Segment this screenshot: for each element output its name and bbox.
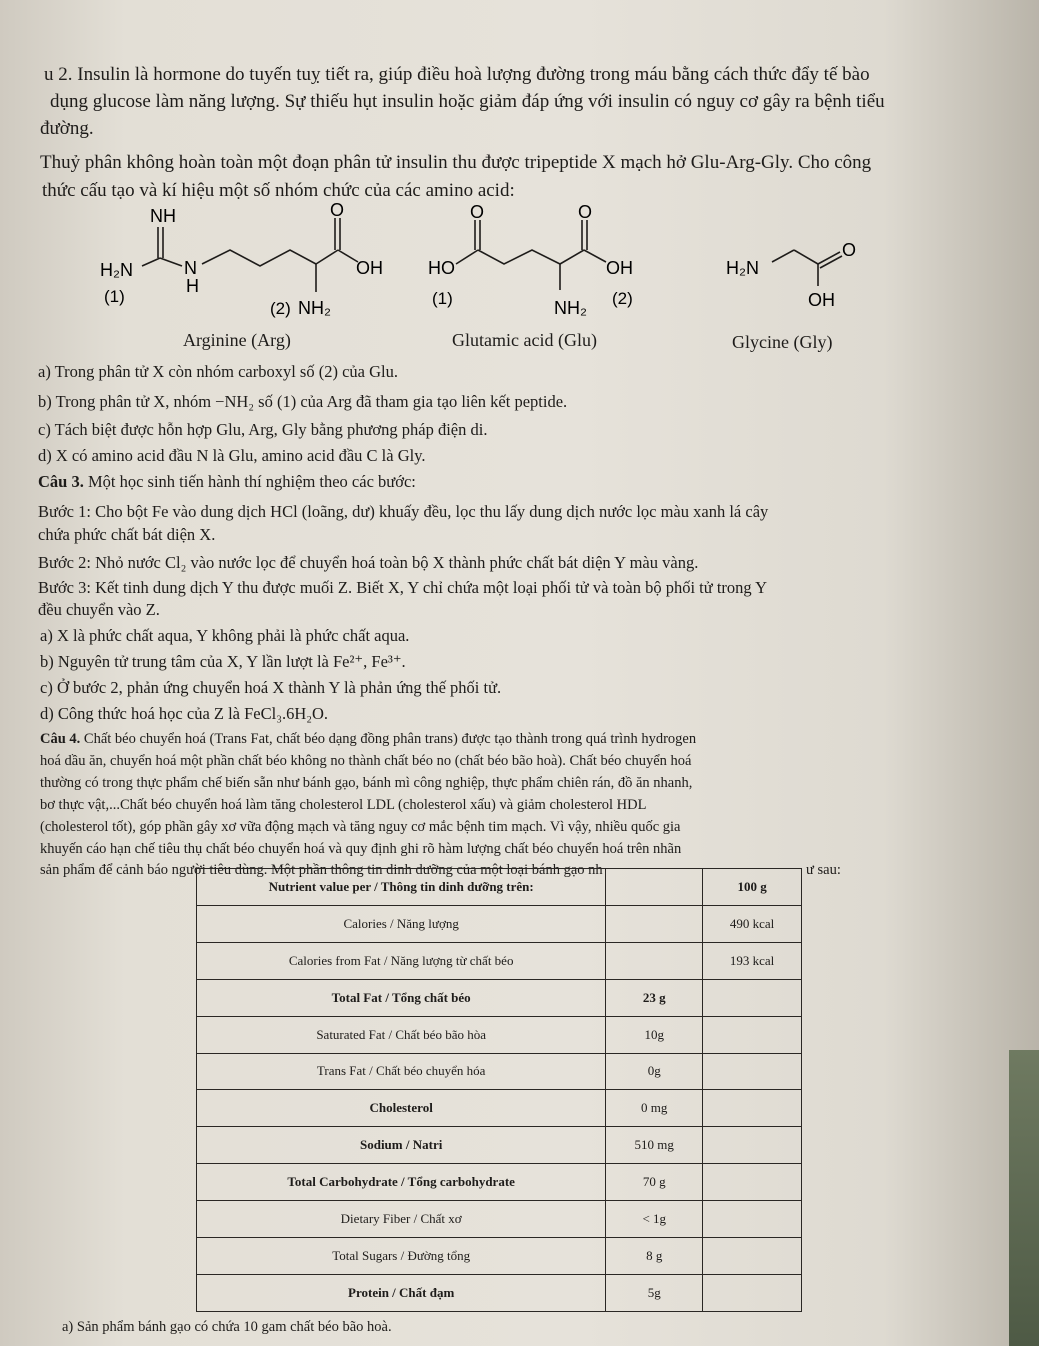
q4-line-7: sản phẩm để cảnh báo người tiêu dùng. Một phần thông tin dinh dưỡng của một loại bánh gạo nh — [40, 862, 603, 878]
arg-h2n-label: H₂N — [100, 260, 133, 280]
q3-step3-line1: Bước 3: Kết tinh dung dịch Y thu được muối Z. Biết X, Y chỉ chứa một loại phối tử và toàn bộ phối tử trong Y — [38, 578, 768, 597]
intro-line-3: đường. — [40, 118, 94, 139]
glu-ho-label: HO — [428, 258, 455, 278]
nutrition-header-value: 100 g — [703, 869, 802, 906]
nutrient-amount: 23 g — [606, 979, 703, 1016]
q3-statement-b: b) Nguyên tử trung tâm của X, Y lần lượt là Fe²⁺, Fe³⁺. — [40, 652, 406, 671]
gly-o-label: O — [842, 240, 857, 260]
q4-line-1-text: Chất béo chuyển hoá (Trans Fat, chất béo dạng đồng phân trans) được tạo thành trong quá trình hydrogen — [80, 731, 697, 747]
intro-line-2: dụng glucose làm năng lượng. Sự thiếu hụt insulin hoặc giảm đáp ứng với insulin có nguy cơ gây ra bệnh tiểu — [50, 91, 885, 112]
nutrient-amount: 10g — [606, 1016, 703, 1053]
nutrient-name: Protein / Chất đạm — [197, 1274, 606, 1311]
q4-line-2: hoá dầu ăn, chuyển hoá một phần chất béo không no thành chất béo no (chất béo bão hoà). Chất béo chuyển hoá — [40, 753, 692, 769]
q3-statement-a: a) X là phức chất aqua, Y không phải là phức chất aqua. — [40, 626, 410, 645]
arg-o-label: O — [330, 200, 345, 220]
nutrient-energy — [703, 1201, 802, 1238]
arg-n-label: N — [184, 258, 197, 278]
nutrient-energy — [703, 1016, 802, 1053]
glu-o2-label: O — [578, 202, 593, 222]
arg-label-2: (2) — [270, 299, 291, 318]
glutamic-acid-caption: Glutamic acid (Glu) — [452, 330, 597, 350]
nutrient-amount — [606, 942, 703, 979]
nutrient-amount: < 1g — [606, 1201, 703, 1238]
glu-oh-label: OH — [606, 258, 633, 278]
nutrient-name: Trans Fat / Chất béo chuyển hóa — [197, 1053, 606, 1090]
q4-line-6: khuyến cáo hạn chế tiêu thụ chất béo chuyển hoá và quy định ghi rõ hàm lượng chất béo chuyển hoá trên nhãn — [40, 841, 682, 857]
q3-statement-c: c) Ở bước 2, phản ứng chuyển hoá X thành Y là phản ứng thế phối tử. — [40, 678, 502, 697]
q3-title: Câu 3. — [38, 472, 84, 491]
arginine-caption: Arginine (Arg) — [183, 330, 291, 350]
q4-line-5: (cholesterol tốt), góp phần gây xơ vữa động mạch và tăng nguy cơ mắc bệnh tim mạch. Vì vậy, nhiều quốc gia — [40, 819, 681, 835]
glutamic-acid-structure — [420, 200, 660, 320]
q4-statement-a: a) Sản phẩm bánh gạo có chứa 10 gam chất béo bão hoà. — [62, 1319, 392, 1335]
nutrient-name: Calories / Năng lượng — [197, 905, 606, 942]
glycine-structure — [722, 226, 872, 316]
nutrient-name: Dietary Fiber / Chất xơ — [197, 1201, 606, 1238]
nutrient-energy — [703, 1164, 802, 1201]
nutrient-energy — [703, 979, 802, 1016]
table-row — [197, 905, 802, 942]
nutrition-header-row — [197, 869, 802, 906]
nutrient-amount — [606, 905, 703, 942]
arg-nh-label: NH — [150, 206, 176, 226]
q3-statement-d: d) Công thức hoá học của Z là FeCl₃.6H₂O. — [40, 704, 329, 723]
table-row — [197, 1016, 802, 1053]
glu-label-1: (1) — [432, 289, 453, 308]
q4-line-4: bơ thực vật,...Chất béo chuyển hoá làm tăng cholesterol LDL (cholesterol xấu) và giảm cholesterol HDL — [40, 797, 647, 813]
nutrient-amount: 8 g — [606, 1238, 703, 1275]
q2-statement-a: a) Trong phân tử X còn nhóm carboxyl số (2) của Glu. — [38, 362, 398, 381]
glu-nh2-label: NH₂ — [554, 298, 587, 318]
q3-heading — [38, 472, 416, 492]
table-row — [197, 942, 802, 979]
gly-h2n-label: H₂N — [726, 258, 759, 278]
intro-line-1: u 2. Insulin là hormone do tuyến tuỵ tiết ra, giúp điều hoà lượng đường trong máu bằng cách thức đẩy tế bào — [44, 64, 870, 85]
q4-title: Câu 4. — [40, 731, 81, 747]
q2-statement-b: b) Trong phân tử X, nhóm −NH₂ số (1) của Arg đã tham gia tạo liên kết peptide. — [38, 392, 568, 411]
arginine-structure — [90, 200, 420, 320]
gly-oh-label: OH — [808, 290, 835, 310]
nutrient-name: Cholesterol — [197, 1090, 606, 1127]
table-row — [197, 1201, 802, 1238]
q4-line-1 — [40, 730, 696, 748]
q3-step1-line2: chứa phức chất bát diện X. — [38, 525, 216, 544]
nutrition-header-empty — [606, 869, 703, 906]
arg-label-1: (1) — [104, 287, 125, 306]
q2-statement-c: c) Tách biệt được hỗn hợp Glu, Arg, Gly bằng phương pháp điện di. — [38, 420, 488, 439]
nutrient-energy: 193 kcal — [703, 942, 802, 979]
nutrient-amount: 70 g — [606, 1164, 703, 1201]
nutrient-energy — [703, 1127, 802, 1164]
nutrient-energy — [703, 1274, 802, 1311]
arg-nh2-label: NH₂ — [298, 298, 331, 318]
intro-line-4: Thuỷ phân không hoàn toàn một đoạn phân tử insulin thu được tripeptide X mạch hở Glu-Arg-Gly. Cho công — [40, 152, 872, 173]
table-row — [197, 1274, 802, 1311]
nutrient-name: Saturated Fat / Chất béo bão hòa — [197, 1016, 606, 1053]
table-row — [197, 979, 802, 1016]
table-row — [197, 1164, 802, 1201]
nutrient-energy — [703, 1053, 802, 1090]
nutrient-name: Sodium / Natri — [197, 1127, 606, 1164]
nutrient-amount: 5g — [606, 1274, 703, 1311]
table-row — [197, 1090, 802, 1127]
nutrient-energy — [703, 1090, 802, 1127]
q3-title-rest: Một học sinh tiến hành thí nghiệm theo các bước: — [83, 472, 416, 491]
background-foliage — [1009, 1050, 1039, 1346]
nutrition-table — [196, 868, 802, 1312]
nutrient-name: Total Fat / Tổng chất béo — [197, 979, 606, 1016]
table-row — [197, 1238, 802, 1275]
q3-step1-line1: Bước 1: Cho bột Fe vào dung dịch HCl (loãng, dư) khuấy đều, lọc thu lấy dung dịch nước lọc màu xanh lá cây — [38, 502, 769, 521]
glu-label-2: (2) — [612, 289, 633, 308]
arg-oh-label: OH — [356, 258, 383, 278]
q2-statement-d: d) X có amino acid đầu N là Glu, amino acid đầu C là Gly. — [38, 446, 426, 465]
nutrient-energy: 490 kcal — [703, 905, 802, 942]
nutrient-amount: 0g — [606, 1053, 703, 1090]
q3-step3-line2: đều chuyển vào Z. — [38, 600, 160, 619]
nutrient-name: Total Carbohydrate / Tổng carbohydrate — [197, 1164, 606, 1201]
arg-h-label: H — [186, 276, 199, 296]
q4-line-3: thường có trong thực phẩm chế biến sẵn như bánh gạo, bánh mì công nghiệp, thực phẩm chiên rán, đồ ăn nhanh, — [40, 775, 693, 791]
q4-line-7-end: ư sau: — [806, 862, 841, 878]
nutrient-name: Total Sugars / Đường tổng — [197, 1238, 606, 1275]
table-row — [197, 1127, 802, 1164]
glycine-caption: Glycine (Gly) — [732, 332, 833, 352]
nutrient-amount: 510 mg — [606, 1127, 703, 1164]
nutrition-header-name: Nutrient value per / Thông tin dinh dưỡng trên: — [197, 869, 606, 906]
nutrient-name: Calories from Fat / Năng lượng từ chất béo — [197, 942, 606, 979]
glu-o1-label: O — [470, 202, 485, 222]
intro-line-5: thức cấu tạo và kí hiệu một số nhóm chức của các amino acid: — [42, 180, 515, 201]
nutrient-amount: 0 mg — [606, 1090, 703, 1127]
table-row — [197, 1053, 802, 1090]
nutrient-energy — [703, 1238, 802, 1275]
q3-step2: Bước 2: Nhỏ nước Cl₂ vào nước lọc để chuyển hoá toàn bộ X thành phức chất bát diện Y màu vàng. — [38, 553, 699, 572]
